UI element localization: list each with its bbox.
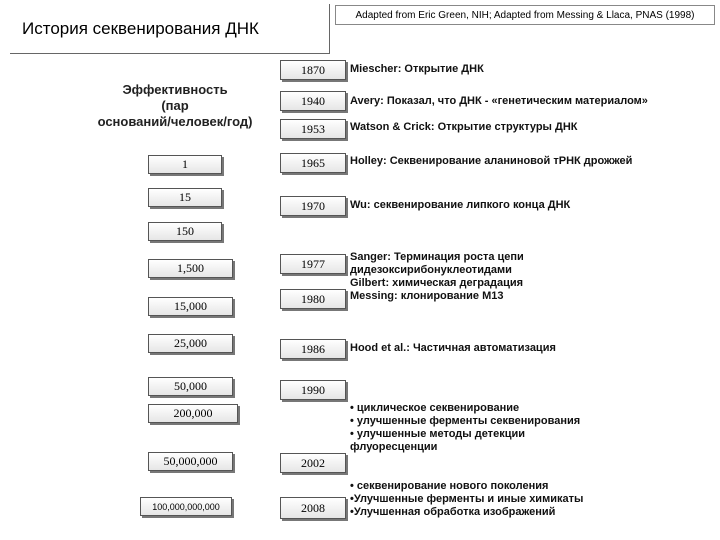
- event-description: Wu: секвенирование липкого конца ДНК: [350, 199, 571, 211]
- year-box: 1990: [280, 380, 346, 400]
- event-description: Hood et al.: Частичная автоматизация: [350, 342, 556, 354]
- year-box: 1980: [280, 289, 346, 309]
- event-description: Sanger: Терминация роста цепи дидезоксирибонуклеотидами Gilbert: химическая деградация Messing: клонирование M13: [350, 251, 524, 302]
- year-box: 1953: [280, 119, 346, 139]
- efficiency-label: Эффективность (пар оснований/человек/год): [97, 82, 253, 129]
- year-box: 1965: [280, 153, 346, 173]
- efficiency-box: 15: [148, 188, 222, 207]
- efficiency-box: 150: [148, 222, 222, 241]
- title-underline: [10, 53, 330, 54]
- year-box: 1940: [280, 91, 346, 111]
- year-box: 1970: [280, 196, 346, 216]
- year-box: 1977: [280, 254, 346, 274]
- efficiency-box: 25,000: [148, 334, 233, 353]
- year-box: 2002: [280, 453, 346, 473]
- year-box: 2008: [280, 497, 346, 519]
- year-box: 1870: [280, 60, 346, 80]
- efficiency-box: 100,000,000,000: [140, 497, 232, 516]
- efficiency-box: 1,500: [148, 259, 233, 278]
- event-description: Avery: Показал, что ДНК - «генетическим материалом»: [350, 95, 648, 107]
- event-description: Holley: Секвенирование аланиновой тРНК дрожжей: [350, 155, 633, 167]
- event-description: • секвенирование нового поколения •Улучшенные ферменты и иные химикаты •Улучшенная обработка изображений: [350, 480, 584, 518]
- page-title: История секвенирования ДНК: [10, 4, 330, 54]
- efficiency-box: 50,000,000: [148, 452, 233, 471]
- event-description: Watson & Crick: Открытие структуры ДНК: [350, 121, 578, 133]
- source-citation: Adapted from Eric Green, NIH; Adapted from Messing & Llaca, PNAS (1998): [335, 5, 715, 25]
- year-box: 1986: [280, 339, 346, 359]
- efficiency-box: 50,000: [148, 377, 233, 396]
- efficiency-box: 200,000: [148, 404, 238, 423]
- event-description: • циклическое секвенирование • улучшенные ферменты секвенирования • улучшенные методы детекции флуоресценции: [350, 402, 581, 453]
- efficiency-box: 1: [148, 155, 222, 174]
- event-description: Miescher: Открытие ДНК: [350, 63, 484, 75]
- efficiency-box: 15,000: [148, 297, 233, 316]
